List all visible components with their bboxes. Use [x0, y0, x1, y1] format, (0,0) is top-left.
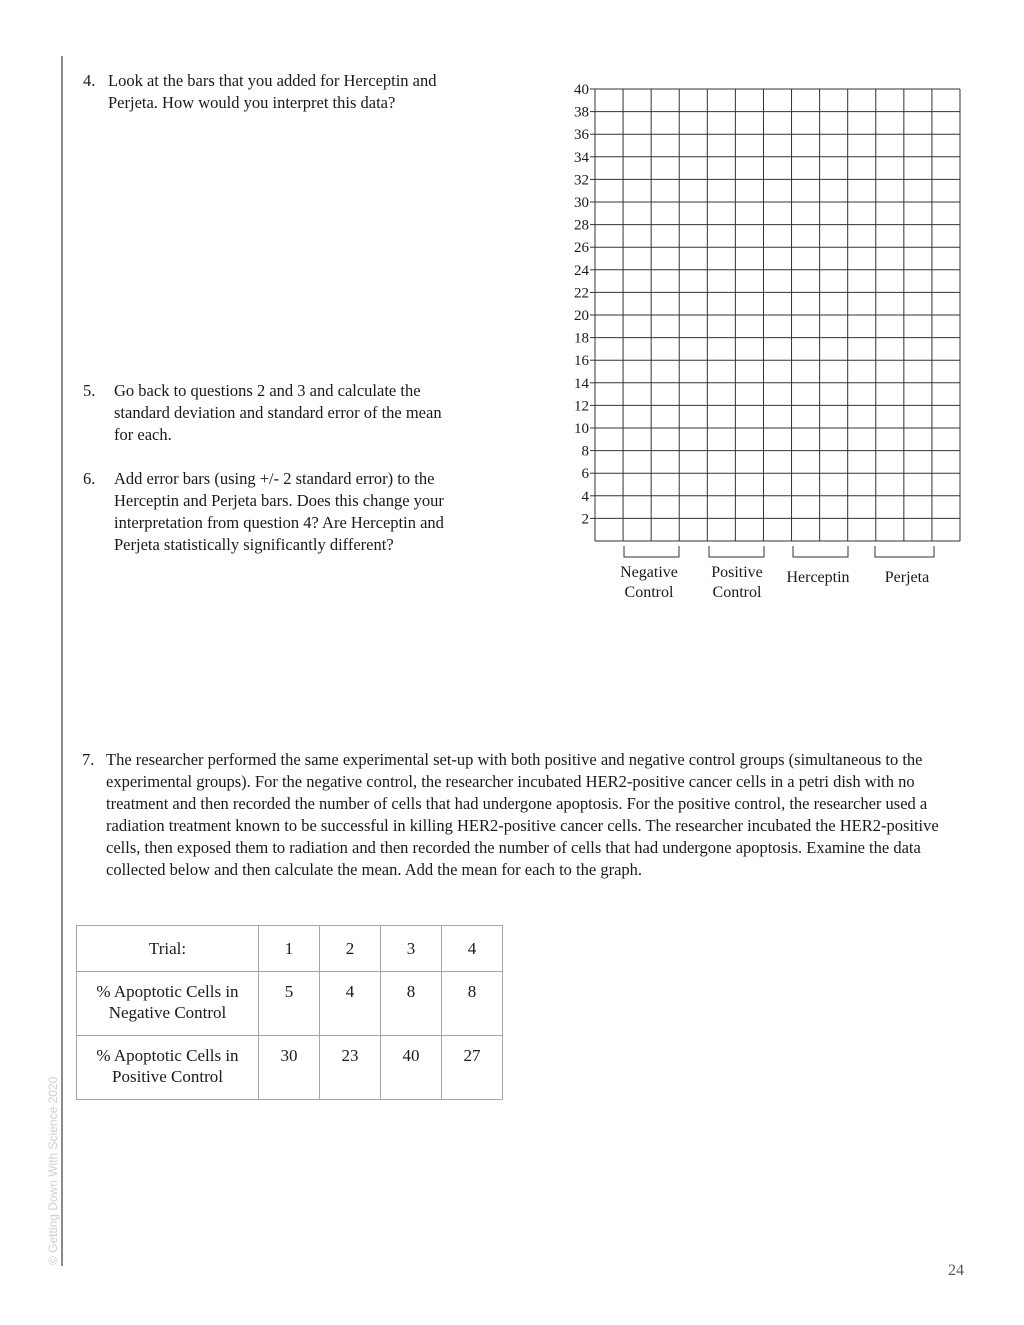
y-tick-label: 22	[574, 285, 589, 302]
y-tick-label: 24	[574, 262, 589, 279]
row-label-line: % Apoptotic Cells in	[96, 982, 239, 1001]
question-6-number: 6.	[83, 469, 96, 488]
margin-line	[61, 56, 63, 1266]
y-tick-label: 2	[581, 511, 589, 528]
category-label-line: Negative	[620, 564, 678, 581]
copyright-watermark: © Getting Down With Science 2020	[46, 1076, 60, 1265]
table-header-label: Trial:	[77, 926, 259, 972]
question-4	[83, 70, 463, 114]
y-tick-label: 30	[574, 195, 589, 211]
table-cell: 8	[442, 972, 503, 1036]
category-label	[885, 569, 929, 586]
table-header-cell: 3	[381, 926, 442, 972]
y-tick-label: 4	[581, 488, 589, 505]
table-header-cell: 1	[259, 926, 320, 972]
table-row	[77, 1036, 503, 1100]
table-header-cell: 2	[320, 926, 381, 972]
page-number: 24	[948, 1262, 964, 1279]
category-bracket	[624, 546, 679, 557]
table-cell: 5	[259, 972, 320, 1036]
table-cell: 40	[381, 1036, 442, 1100]
blank-bar-graph	[560, 70, 970, 610]
y-tick-label: 14	[574, 375, 589, 392]
question-5	[83, 380, 463, 446]
apoptosis-data-table	[76, 925, 503, 1100]
question-5-number: 5.	[83, 381, 96, 400]
category-label-line: Herceptin	[786, 569, 850, 586]
table-row-label	[77, 1036, 259, 1100]
table-cell: 23	[320, 1036, 381, 1100]
y-tick-label: 18	[574, 330, 589, 347]
question-5-text: Go back to questions 2 and 3 and calculate the standard deviation and standard error of the mean for each.	[114, 381, 442, 444]
category-label	[711, 564, 763, 601]
y-tick-label: 16	[574, 353, 589, 370]
category-bracket	[709, 546, 764, 557]
y-tick-label: 40	[574, 82, 589, 98]
y-tick-label: 34	[574, 149, 589, 166]
category-label-line: Control	[712, 584, 762, 601]
question-7-number: 7.	[82, 750, 95, 769]
table-cell: 27	[442, 1036, 503, 1100]
question-7-text: The researcher performed the same experimental set-up with both positive and negative control groups (simultaneous to the experimental groups). For the negative control, the researcher incubated HER2-positive cancer cells in a petri dish with no treatment and then recorded the number of cells that had undergone apoptosis. For the positive control, the researcher used a radiation treatment known to be successful in killing HER2-positive cancer cells. The researcher incubated the HER2-positive cells, then exposed them to radiation and then recorded the number of cells that had undergone apoptosis. Examine the data collected below and then calculate the mean. Add the mean for each to the graph.	[106, 750, 939, 879]
category-label-line: Perjeta	[884, 569, 930, 586]
y-tick-label: 20	[574, 308, 589, 324]
category-label	[620, 564, 678, 601]
table-header-row	[77, 926, 503, 972]
question-6-text: Add error bars (using +/- 2 standard error) to the Herceptin and Perjeta bars. Does this change your interpretation from question 4? Are Herceptin and Perjeta statistically significantly different?	[114, 469, 444, 554]
row-label-line: Negative Control	[108, 1003, 227, 1022]
question-4-text: Look at the bars that you added for Herceptin and Perjeta. How would you interpret this data?	[108, 71, 437, 112]
question-7	[82, 749, 962, 881]
category-label-line: Control	[624, 584, 674, 601]
row-label-line: Positive Control	[112, 1067, 223, 1086]
category-label-line: Positive	[711, 564, 763, 581]
table-cell: 4	[320, 972, 381, 1036]
category-label	[786, 569, 849, 586]
y-tick-label: 10	[574, 421, 589, 437]
table-cell: 8	[381, 972, 442, 1036]
category-bracket	[793, 546, 848, 557]
question-4-number: 4.	[83, 71, 96, 90]
y-tick-label: 26	[574, 240, 589, 257]
y-tick-label: 12	[574, 398, 589, 415]
y-tick-label: 36	[574, 127, 589, 144]
table-row	[77, 972, 503, 1036]
y-tick-label: 6	[581, 466, 589, 483]
question-6	[83, 468, 463, 556]
table-header-cell: 4	[442, 926, 503, 972]
row-label-line: % Apoptotic Cells in	[96, 1046, 239, 1065]
table-row-label	[77, 972, 259, 1036]
table-cell: 30	[259, 1036, 320, 1100]
y-tick-label: 38	[574, 104, 589, 121]
y-tick-label: 28	[574, 217, 589, 234]
y-tick-label: 32	[574, 172, 589, 189]
category-bracket	[875, 546, 934, 557]
y-tick-label: 8	[581, 443, 589, 460]
